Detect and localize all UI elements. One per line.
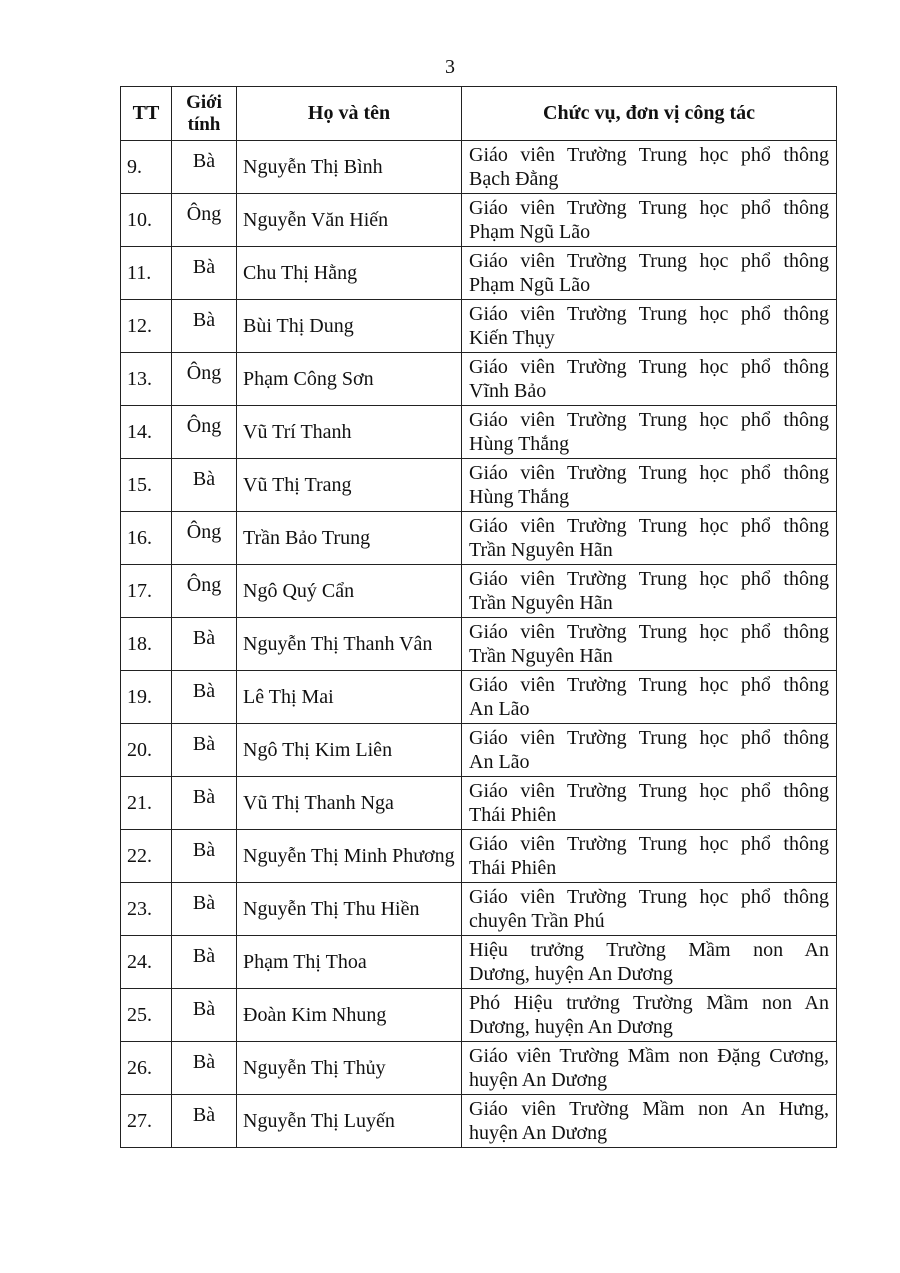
cell-tt: 24. [121,936,172,989]
header-name: Họ và tên [237,87,462,141]
cell-tt: 10. [121,194,172,247]
cell-position-line1: Giáo viên Trường Trung học phổ thông [469,621,829,643]
cell-position [462,989,837,1042]
cell-sex [172,565,237,618]
cell-position [462,671,837,724]
cell-position-line1: Phó Hiệu trưởng Trường Mầm non An [469,992,829,1014]
header-position: Chức vụ, đơn vị công tác [462,87,837,141]
cell-sex [172,512,237,565]
cell-position-line2: Thái Phiên [469,804,557,826]
cell-position [462,194,837,247]
page-number: 3 [445,56,455,78]
table-row [121,194,837,247]
table-row [121,830,837,883]
table-row [121,459,837,512]
cell-sex [172,459,237,512]
cell-sex [172,830,237,883]
cell-name: Đoàn Kim Nhung [237,989,462,1042]
table-row [121,883,837,936]
cell-name: Nguyễn Thị Luyến [237,1095,462,1148]
cell-sex-text: Bà [192,892,216,914]
cell-position-line1: Giáo viên Trường Trung học phổ thông [469,780,829,802]
cell-tt: 27. [121,1095,172,1148]
cell-position [462,565,837,618]
cell-sex-text: Bà [192,733,216,755]
cell-position-line2: Hùng Thắng [469,433,570,455]
cell-tt: 25. [121,989,172,1042]
cell-sex [172,353,237,406]
cell-position-line2: Trần Nguyên Hãn [469,592,613,614]
cell-tt: 20. [121,724,172,777]
cell-position-line1: Giáo viên Trường Trung học phổ thông [469,674,829,696]
cell-position-line2: Vĩnh Bảo [469,380,547,402]
cell-position [462,618,837,671]
cell-name: Chu Thị Hằng [237,247,462,300]
cell-sex-text: Bà [192,1104,216,1126]
cell-sex-text: Bà [192,680,216,702]
table-body [121,141,837,1148]
cell-position [462,777,837,830]
cell-position-line2: huyện An Dương [469,1122,608,1144]
cell-sex [172,936,237,989]
cell-position-line2: huyện An Dương [469,1069,608,1091]
cell-position-line2: Bạch Đằng [469,168,559,190]
cell-name: Ngô Quý Cẩn [237,565,462,618]
cell-sex-text: Bà [192,945,216,967]
cell-tt: 18. [121,618,172,671]
table-row [121,1042,837,1095]
cell-name: Phạm Công Sơn [237,353,462,406]
cell-position [462,141,837,194]
cell-name: Vũ Thị Thanh Nga [237,777,462,830]
table-row [121,671,837,724]
cell-position-line2: Phạm Ngũ Lão [469,221,591,243]
cell-position-line2: An Lão [469,698,530,720]
cell-position-line1: Giáo viên Trường Trung học phổ thông [469,727,829,749]
cell-tt: 23. [121,883,172,936]
cell-tt: 15. [121,459,172,512]
cell-sex [172,618,237,671]
cell-position [462,1095,837,1148]
cell-tt: 13. [121,353,172,406]
cell-sex [172,724,237,777]
table-row [121,989,837,1042]
cell-position-line1: Giáo viên Trường Trung học phổ thông [469,515,829,537]
cell-sex-text: Bà [192,839,216,861]
cell-name: Vũ Trí Thanh [237,406,462,459]
cell-position-line1: Giáo viên Trường Trung học phổ thông [469,356,829,378]
cell-sex-text: Ông [186,203,222,225]
cell-position-line1: Giáo viên Trường Trung học phổ thông [469,568,829,590]
cell-sex-text: Ông [186,362,222,384]
cell-tt: 12. [121,300,172,353]
cell-name: Lê Thị Mai [237,671,462,724]
cell-position-line2: Hùng Thắng [469,486,570,508]
cell-position [462,353,837,406]
cell-position-line1: Giáo viên Trường Trung học phổ thông [469,197,829,219]
cell-sex-text: Bà [192,786,216,808]
cell-sex [172,989,237,1042]
cell-name: Trần Bảo Trung [237,512,462,565]
cell-position-line2: Thái Phiên [469,857,557,879]
cell-sex [172,1095,237,1148]
cell-position [462,459,837,512]
cell-tt: 14. [121,406,172,459]
cell-position-line2: chuyên Trần Phú [469,910,605,932]
cell-name: Vũ Thị Trang [237,459,462,512]
cell-name: Nguyễn Thị Thanh Vân [237,618,462,671]
cell-sex-text: Bà [192,256,216,278]
header-tt: TT [121,87,172,141]
table-row [121,618,837,671]
cell-sex [172,1042,237,1095]
table-row [121,300,837,353]
cell-tt: 17. [121,565,172,618]
table-row [121,1095,837,1148]
cell-tt: 21. [121,777,172,830]
cell-tt: 11. [121,247,172,300]
cell-name: Nguyễn Thị Minh Phương [237,830,462,883]
cell-position [462,883,837,936]
cell-name: Phạm Thị Thoa [237,936,462,989]
table-row [121,512,837,565]
cell-tt: 26. [121,1042,172,1095]
table-header [121,87,837,141]
header-row [121,87,837,141]
cell-tt: 16. [121,512,172,565]
cell-name: Nguyễn Thị Bình [237,141,462,194]
header-sex [172,87,237,141]
cell-position-line2: Trần Nguyên Hãn [469,645,613,667]
cell-position [462,300,837,353]
cell-position-line1: Giáo viên Trường Trung học phổ thông [469,303,829,325]
cell-sex [172,883,237,936]
cell-sex [172,406,237,459]
header-sex-line1: Giới [186,91,222,113]
cell-position [462,1042,837,1095]
cell-name: Ngô Thị Kim Liên [237,724,462,777]
cell-tt: 22. [121,830,172,883]
table-row [121,777,837,830]
cell-sex [172,777,237,830]
cell-position-line2: Kiến Thụy [469,327,555,349]
cell-position-line2: Dương, huyện An Dương [469,1016,673,1038]
cell-name: Nguyễn Thị Thủy [237,1042,462,1095]
cell-position [462,830,837,883]
cell-tt: 9. [121,141,172,194]
cell-sex [172,141,237,194]
table-row [121,724,837,777]
cell-position-line1: Giáo viên Trường Trung học phổ thông [469,462,829,484]
personnel-table [120,86,837,1148]
cell-position [462,247,837,300]
cell-sex [172,194,237,247]
cell-position [462,936,837,989]
cell-position-line1: Giáo viên Trường Trung học phổ thông [469,886,829,908]
cell-sex-text: Bà [192,309,216,331]
cell-sex-text: Ông [186,574,222,596]
cell-position-line1: Giáo viên Trường Trung học phổ thông [469,144,829,166]
cell-sex-text: Bà [192,998,216,1020]
cell-position-line2: Dương, huyện An Dương [469,963,673,985]
cell-sex-text: Bà [192,1051,216,1073]
cell-position-line1: Giáo viên Trường Trung học phổ thông [469,250,829,272]
cell-sex-text: Bà [192,468,216,490]
cell-position-line1: Hiệu trưởng Trường Mầm non An [469,939,829,961]
cell-position-line1: Giáo viên Trường Mầm non Đặng Cương, [469,1045,829,1067]
cell-sex-text: Bà [192,150,216,172]
cell-sex-text: Bà [192,627,216,649]
cell-position-line1: Giáo viên Trường Trung học phổ thông [469,833,829,855]
cell-position [462,724,837,777]
cell-position-line1: Giáo viên Trường Trung học phổ thông [469,409,829,431]
header-sex-line2: tính [187,113,221,135]
cell-name: Nguyễn Văn Hiến [237,194,462,247]
cell-position-line2: Trần Nguyên Hãn [469,539,613,561]
cell-sex [172,300,237,353]
cell-position-line2: Phạm Ngũ Lão [469,274,591,296]
table-row [121,353,837,406]
table-row [121,141,837,194]
cell-position [462,406,837,459]
table-row [121,565,837,618]
table-row [121,936,837,989]
cell-name: Bùi Thị Dung [237,300,462,353]
cell-position-line1: Giáo viên Trường Mầm non An Hưng, [469,1098,829,1120]
table-row [121,406,837,459]
cell-position-line2: An Lão [469,751,530,773]
cell-sex-text: Ông [186,521,222,543]
cell-tt: 19. [121,671,172,724]
cell-position [462,512,837,565]
cell-sex [172,247,237,300]
cell-name: Nguyễn Thị Thu Hiền [237,883,462,936]
table-row [121,247,837,300]
cell-sex-text: Ông [186,415,222,437]
cell-sex [172,671,237,724]
